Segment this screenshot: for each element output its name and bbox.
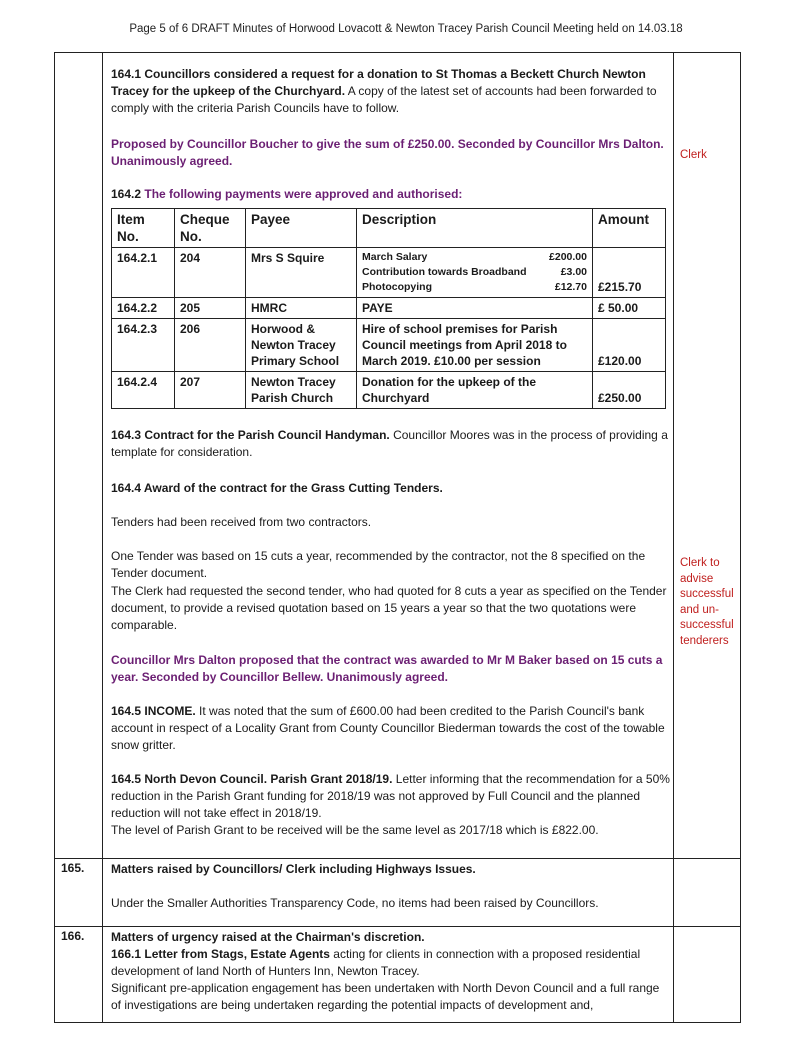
paragraph: Significant pre-application engagement has been undertaken with North Devon Council and a full range of investigations are being undertaken regarding the potential impacts of development and, xyxy=(111,981,660,1012)
section-164-4 xyxy=(111,480,671,497)
paragraph xyxy=(111,66,671,117)
proposal-164-4: Councillor Mrs Dalton proposed that the contract was awarded to Mr M Baker based on 15 cuts a year. Seconded by Councillor Bellew. Unanimously agreed. xyxy=(111,653,663,684)
section-number: 164.2 xyxy=(111,187,142,201)
cell-payee: Mrs S Squire xyxy=(246,248,357,298)
row-divider xyxy=(55,926,740,927)
action-clerk-advise: Clerk to advise successful and un-successful tenderers xyxy=(680,557,734,647)
table-row xyxy=(112,298,666,319)
cell-cheque: 207 xyxy=(175,372,246,409)
paragraph: Under the Smaller Authorities Transparency Code, no items had been raised by Councillors. xyxy=(111,896,599,910)
desc-label: Contribution towards Broadband xyxy=(362,266,527,278)
section-164-3 xyxy=(111,427,671,461)
section-164-2 xyxy=(111,186,671,409)
action-clerk: Clerk xyxy=(680,149,707,161)
section-164-5-income xyxy=(111,703,671,754)
paragraph: One Tender was based on 15 cuts a year, recommended by the contractor, not the 8 specified on the Tender document. xyxy=(111,549,646,580)
cell-payee: Newton Tracey Parish Church xyxy=(246,372,357,409)
paragraph xyxy=(111,946,671,980)
cell-item: 164.2.4 xyxy=(112,372,175,409)
section-text: Letter informing that the recommendation for a 50% reduction in the Parish Grant funding for 2018/19 was not approved by Full Council and the planned reduction will not take effect in 2018/19. xyxy=(111,772,670,820)
section-title: 164.5 INCOME. xyxy=(111,704,196,718)
paragraph: Tenders had been received from two contractors. xyxy=(111,515,372,529)
paragraph: The Clerk had requested the second tender, who had quoted for 8 cuts a year as specified on the Tender document, to provide a revised quotation based on 15 years a year so that the two quotations were comparable. xyxy=(111,584,667,632)
row-divider xyxy=(55,858,740,859)
table-header-row xyxy=(112,209,666,248)
page-header: Page 5 of 6 DRAFT Minutes of Horwood Lovacott & Newton Tracey Parish Council Meeting held on 14.03.18 xyxy=(129,23,683,35)
cell-amount: £ 50.00 xyxy=(593,298,666,319)
section-164-1 xyxy=(111,66,671,117)
table-row xyxy=(112,248,666,298)
cell-amount: £250.00 xyxy=(593,372,666,409)
paragraph: The level of Parish Grant to be received will be the same level as 2017/18 which is £822.00. xyxy=(111,823,599,837)
desc-line xyxy=(362,265,587,280)
desc-line xyxy=(362,250,587,265)
subsection-title: 166.1 Letter from Stags, Estate Agents xyxy=(111,947,330,961)
paragraph xyxy=(111,703,671,754)
desc-label: Photocopying xyxy=(362,281,432,293)
header-description: Description xyxy=(357,209,593,248)
cell-cheque: 206 xyxy=(175,319,246,372)
item-number: 166. xyxy=(61,929,85,943)
section-text: Councillor Moores was in the process of providing a template for consideration. xyxy=(111,428,668,459)
cell-description: Donation for the upkeep of the Churchyard xyxy=(357,372,593,409)
table-row xyxy=(112,319,666,372)
cell-cheque: 204 xyxy=(175,248,246,298)
header-item: Item No. xyxy=(112,209,175,248)
paragraph xyxy=(111,427,671,461)
section-text: It was noted that the sum of £600.00 had been credited to the Parish Council's bank account in respect of a Locality Grant from County Councillor Biederman towards the cost of the towable snow gritter. xyxy=(111,704,665,752)
desc-value: £12.70 xyxy=(554,281,587,293)
desc-value: £200.00 xyxy=(549,251,587,263)
section-text: acting for clients in connection with a proposed residential development of land North of Hunters Inn, Newton Tracey. xyxy=(111,947,641,978)
section-title: The following payments were approved and authorised: xyxy=(141,187,463,201)
cell-item: 164.2.1 xyxy=(112,248,175,298)
cell-description xyxy=(357,248,593,298)
section-text: A copy of the latest set of accounts had been forwarded to comply with the criteria Parish Councils have to follow. xyxy=(111,84,657,115)
section-title: Matters of urgency raised at the Chairman's discretion. xyxy=(111,930,425,944)
paragraph xyxy=(111,186,671,203)
column-divider xyxy=(102,53,103,1022)
paragraph xyxy=(111,771,671,822)
minutes-table xyxy=(54,52,741,1023)
cell-description: Hire of school premises for Parish Council meetings from April 2018 to March 2019. £10.00 per session xyxy=(357,319,593,372)
cell-item: 164.2.2 xyxy=(112,298,175,319)
item-number: 165. xyxy=(61,861,85,875)
cell-cheque: 205 xyxy=(175,298,246,319)
header-amount: Amount xyxy=(593,209,666,248)
cell-item: 164.2.3 xyxy=(112,319,175,372)
section-title: 164.4 Award of the contract for the Grass Cutting Tenders. xyxy=(111,481,443,495)
section-title: 164.3 Contract for the Parish Council Handyman. xyxy=(111,428,390,442)
cell-amount: £215.70 xyxy=(593,248,666,298)
proposal-164-1: Proposed by Councillor Boucher to give the sum of £250.00. Seconded by Councillor Mrs Dalton. Unanimously agreed. xyxy=(111,137,664,168)
header-payee: Payee xyxy=(246,209,357,248)
cell-description: PAYE xyxy=(357,298,593,319)
payments-table xyxy=(111,208,666,409)
desc-label: March Salary xyxy=(362,251,428,263)
cell-payee: HMRC xyxy=(246,298,357,319)
cell-payee: Horwood & Newton Tracey Primary School xyxy=(246,319,357,372)
desc-line xyxy=(362,280,587,295)
desc-value: £3.00 xyxy=(560,266,587,278)
section-title: 164.1 Councillors considered a request for a donation to St Thomas a Beckett Church Newton Tracey for the upkeep of the Churchyard. xyxy=(111,67,646,98)
table-row xyxy=(112,372,666,409)
header-cheque: Cheque No. xyxy=(175,209,246,248)
section-title: 164.5 North Devon Council. Parish Grant 2018/19. xyxy=(111,772,393,786)
cell-amount: £120.00 xyxy=(593,319,666,372)
column-divider xyxy=(673,53,674,1022)
section-164-5-grant xyxy=(111,771,671,839)
section-title: Matters raised by Councillors/ Clerk including Highways Issues. xyxy=(111,862,476,876)
section-166 xyxy=(111,929,671,1014)
